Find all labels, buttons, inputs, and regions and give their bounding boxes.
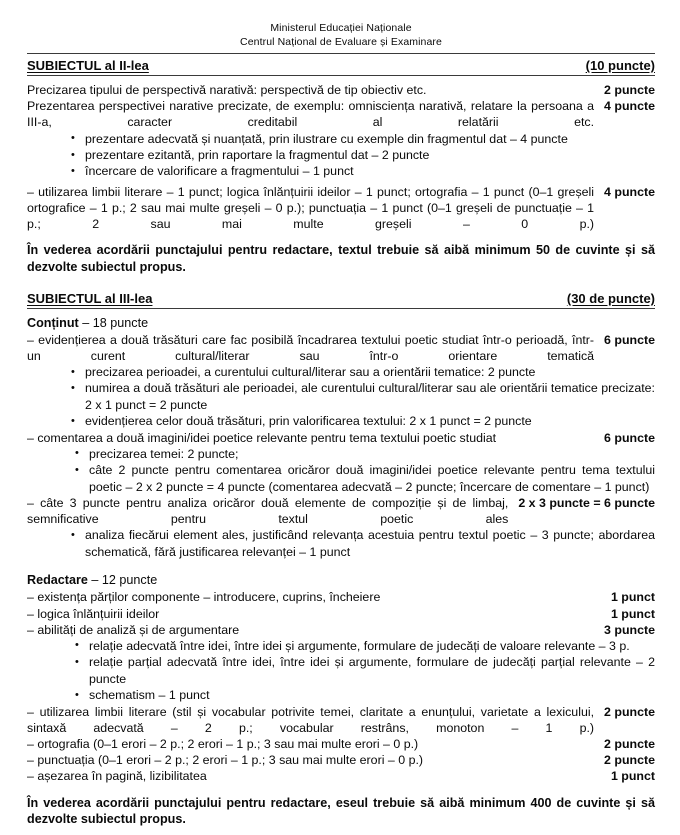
continut-label: Conținut (27, 315, 79, 330)
continut-item-1-bullets (27, 364, 655, 430)
subject-2-language-text: – utilizarea limbii literare – 1 punct; logica înlănțuirii ideilor – 1 punct; ortografia – 1 punct (0–1 greșeli ortografice – 1 p.; 2 sau mai multe greșeli – 0 p.); punctuația – 1 punct (0–1 greșeli de punctuație – 1 p.; 2 sau mai multe greșeli – 0 p.) (27, 184, 595, 232)
list-item: • analiza fiecărui element ales, justificând relevanța acestuia pentru textul poetic – 3 puncte; abordarea schematică, fără justificarea relevanței – 1 punct (71, 527, 655, 560)
subject-2-points: (10 puncte) (585, 58, 655, 73)
redactare-row-4 (27, 704, 655, 736)
subject-2-title: SUBIECTUL al II-lea (27, 58, 149, 73)
subject-2-note: În vederea acordării punctajului pentru redactare, textul trebuie să aibă minimum 50 de cuvinte și să dezvolte subiectul propus. (27, 243, 655, 275)
continut-item-1-text: – evidențierea a două trăsături care fac posibilă încadrarea textului poetic studiat într-o perioadă, într-un curent cultural/literar sau într-o orientare tematică (27, 332, 595, 363)
redactare-bullets (27, 638, 655, 704)
list-item: • relație adecvată între idei, între idei și argumente, formulare de judecăți de valoare relevante – 3 p. (75, 638, 655, 654)
subject-2-language-points: 4 puncte (604, 184, 655, 199)
subject-2-item-1-text: Precizarea tipului de perspectivă narativă: perspectivă de tip obiectiv etc. (27, 83, 427, 97)
list-item: • evidențierea celor două trăsături, prin valorificarea textului: 2 x 1 punct = 2 puncte (71, 413, 655, 429)
continut-item-3 (27, 495, 655, 527)
continut-item-1-points: 6 puncte (604, 332, 655, 347)
redactare-row-5-text: – ortografia (0–1 erori – 2 p.; 2 erori – 1 p.; 3 sau mai multe erori – 0 p.) (27, 736, 419, 751)
redactare-row-1-text: – existența părților componente – introducere, cuprins, încheiere (27, 590, 381, 605)
redactare-label: Redactare (27, 573, 88, 588)
continut-item-2-bullets (27, 446, 655, 495)
redactare-row-6-text: – punctuația (0–1 erori – 2 p.; 2 erori – 1 p.; 3 sau mai multe erori – 0 p.) (27, 753, 424, 768)
continut-item-2-text: – comentarea a două imagini/idei poetice relevante pentru tema textului poetic studiat (27, 430, 497, 445)
continut-item-2-points: 6 puncte (604, 430, 655, 445)
subject-2-item-1 (27, 82, 655, 98)
list-item: • relație parțial adecvată între idei, între idei și argumente, formulare de judecăți parțial relevante – 2 puncte (75, 654, 655, 687)
continut-item-3-points: 2 x 3 puncte = 6 puncte (518, 496, 655, 511)
redactare-row-5-points: 2 puncte (604, 736, 655, 751)
redactare-row-5 (27, 736, 655, 752)
list-item: • schematism – 1 punct (75, 687, 655, 703)
continut-item-3-text: – câte 3 puncte pentru analiza oricăror două elemente de compoziție și de limbaj, semnificative pentru textul poetic ales (27, 496, 509, 527)
redactare-heading (27, 572, 655, 589)
center-line: Centrul Național de Evaluare și Examinare (240, 35, 442, 48)
continut-heading (27, 315, 655, 332)
redactare-row-2-points: 1 punct (610, 606, 655, 621)
subject-2-heading (27, 57, 655, 76)
document-header (27, 22, 655, 49)
redactare-row-7-text: – așezarea în pagină, lizibilitatea (27, 769, 207, 784)
subject-2-item-2-points: 4 puncte (604, 99, 655, 114)
list-item: • precizarea perioadei, a curentului cultural/literar sau a orientării tematice: 2 puncte (71, 364, 655, 380)
list-item: • câte 2 puncte pentru comentarea oricăror două imagini/idei poetice relevante pentru tema textului poetic – 2 x 2 puncte = 4 puncte (comentarea adecvată – 2 puncte; încercare de comentare – 1 punct) (75, 462, 655, 495)
redactare-row-3-text: – abilități de analiză și de argumentare (27, 622, 240, 637)
redactare-row-2-text: – logica înlănțuirii ideilor (27, 606, 160, 621)
subject-2-item-1-points: 2 puncte (604, 83, 655, 97)
list-item: • prezentare ezitantă, prin raportare la fragmentul dat – 2 puncte (71, 147, 655, 163)
subject-3-title: SUBIECTUL al III-lea (27, 290, 153, 306)
continut-points: – 18 puncte (78, 315, 149, 330)
subject-2-bullets (27, 131, 655, 180)
redactare-row-3 (27, 622, 655, 638)
list-item: • numirea a două trăsături ale perioadei, ale curentului cultural/literar sau ale orientării tematice precizate: 2 x 1 punct = 2 puncte (71, 380, 655, 413)
subject-2-item-2-text: Prezentarea perspectivei narative precizate, de exemplu: omnisciența narativă, relatare la persoana a III-a, caracter creditabil al relatării etc. (27, 99, 595, 130)
subject-3-points: (30 de puncte) (566, 290, 655, 306)
list-item: • precizarea temei: 2 puncte; (75, 446, 655, 462)
header-divider (27, 53, 655, 54)
redactare-row-2 (27, 606, 655, 622)
redactare-row-4-text: – utilizarea limbii literare (stil și vocabular potrivite temei, claritate a enunțului, varietate a lexicului, sintaxă adecvată – 2 p.; vocabular restrâns, monoton – 1 p.) (27, 704, 595, 735)
list-item: • încercare de valorificare a fragmentului – 1 punct (71, 163, 655, 179)
redactare-row-3-points: 3 puncte (604, 622, 655, 637)
subject-2-language-row (27, 184, 655, 233)
redactare-row-7 (27, 768, 655, 784)
redactare-row-6-points: 2 puncte (604, 753, 655, 768)
list-item: • prezentare adecvată și nuanțată, prin ilustrare cu exemple din fragmentul dat – 4 puncte (71, 131, 655, 147)
redactare-row-1 (27, 589, 655, 605)
subject-3-note: În vederea acordării punctajului pentru redactare, eseul trebuie să aibă minimum 400 de cuvinte și să dezvolte subiectul propus. (27, 795, 655, 827)
redactare-row-4-points: 2 puncte (604, 704, 655, 719)
continut-item-2 (27, 430, 655, 446)
ministry-line: Ministerul Educației Naționale (270, 22, 412, 34)
redactare-row-1-points: 1 punct (610, 590, 655, 605)
redactare-row-7-points: 1 punct (610, 769, 655, 784)
subject-2-item-2 (27, 98, 655, 130)
subject-3-heading (27, 290, 655, 309)
continut-item-3-bullets (27, 527, 655, 560)
redactare-points: – 12 puncte (87, 573, 158, 588)
continut-item-1 (27, 332, 655, 364)
redactare-row-6 (27, 752, 655, 768)
